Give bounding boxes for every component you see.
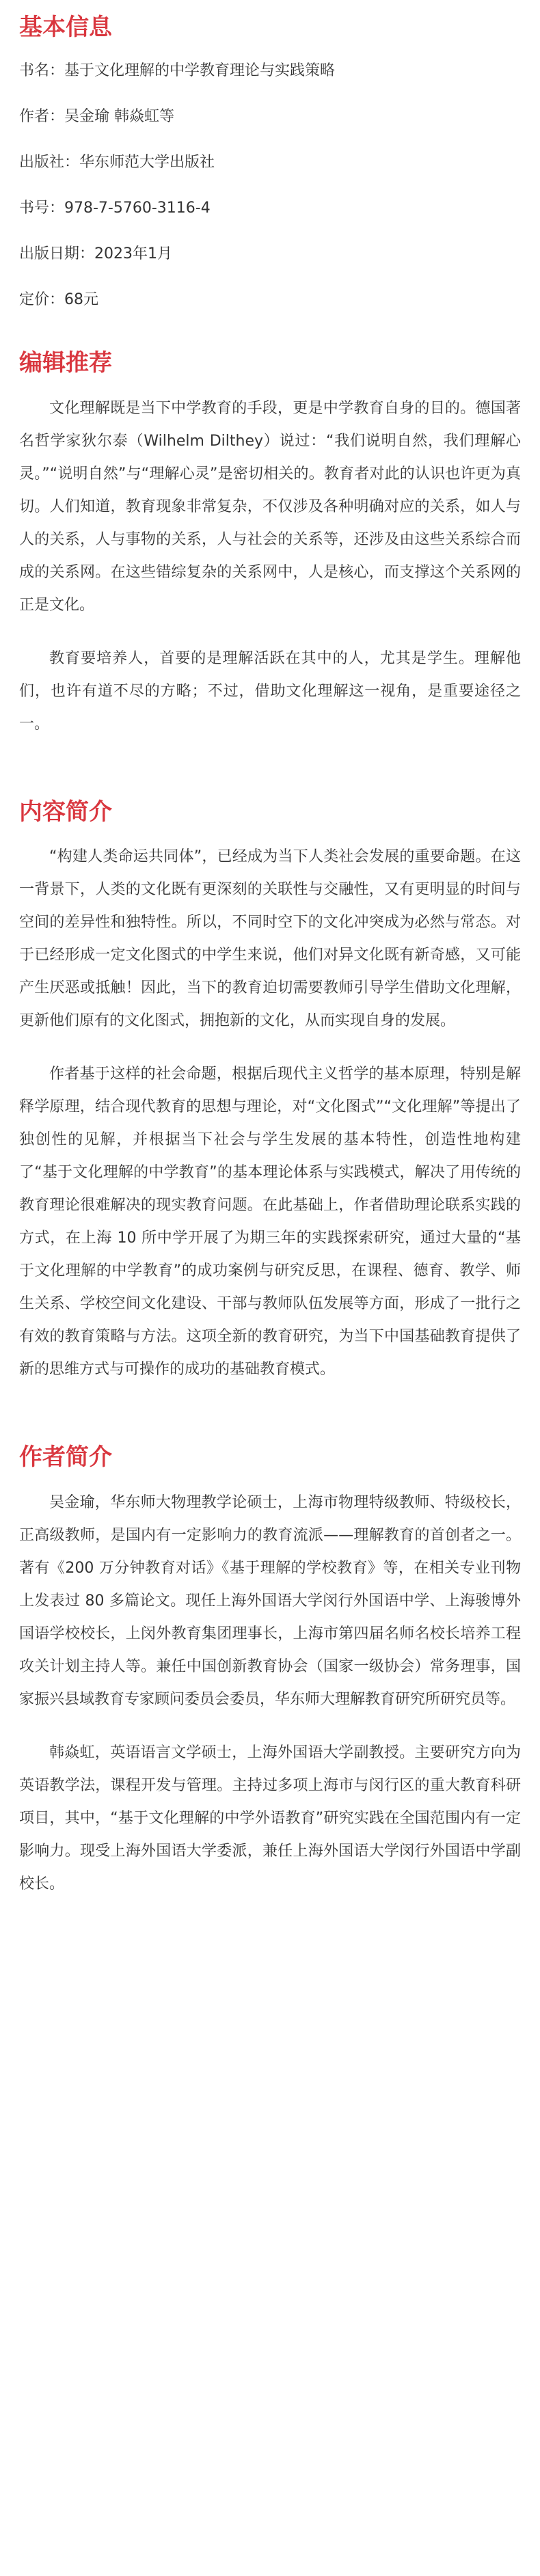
author-bio-section [19,1443,521,1901]
editor-recommendation-title: 编辑推荐 [19,349,112,377]
summary-paragraph: “构建人类命运共同体”，已经成为当下人类社会发展的重要命题。在这一背景下，人类的文化既有更深刻的关联性与交融性，又有更明显的时间与空间的差异性和独特性。所以，不同时空下的文化冲突成为必然与常态。对于已经形成一定文化图式的中学生来说，他们对异文化既有新奇感，又可能产生厌恶或抵触！因此，当下的教育迫切需要教师引导学生借助文化理解，更新他们原有的文化图式，拥抱新的文化，从而实现自身的发展。 [19,848,521,1030]
recommendation-paragraph: 教育要培养人，首要的是理解活跃在其中的人，尤其是学生。理解他们，也许有道不尽的方略；不过，借助文化理解这一视角，是重要途径之一。 [19,649,521,733]
price-line: 定价：68元 [19,290,98,308]
publish-date-line: 出版日期：2023年1月 [19,245,172,262]
content-summary-section [19,798,521,1387]
summary-paragraph: 作者基于这样的社会命题，根据后现代主义哲学的基本原理，特别是解释学原理，结合现代教育的思想与理论，对“文化图式”“文化理解”等提出了独创性的见解，并根据当下社会与学生发展的基本特性，创造性地构建了“基于文化理解的中学教育”的基本理论体系与实践模式，解决了用传统的教育理论很难解决的现实教育问题。在此基础上，作者借助理论联系实践的方式，在上海 10 所中学开展了为期三年的实践探索研究，通过大量的“基于文化理解的中学教育”的成功案例与研究反思，在课程、德育、教学、师生关系、学校空间文化建设、干部与教师队伍发展等方面，形成了一批行之有效的教育策略与方法。这项全新的教育研究，为当下中国基础教育提供了新的思维方式与可操作的成功的基础教育模式。 [19,1066,521,1379]
publisher-line: 出版社：华东师范大学出版社 [19,153,215,171]
recommendation-paragraph: 文化理解既是当下中学教育的手段，更是中学教育自身的目的。德国著名哲学家狄尔泰（Wilhelm Dilthey）说过：“我们说明自然，我们理解心灵。”“说明自然”与“理解心灵”是密切相关的。教育者对此的认识也许更为真切。人们知道，教育现象非常复杂，不仅涉及各种明确对应的关系，如人与人的关系，人与事物的关系，人与社会的关系等，还涉及由这些关系综合而成的关系网。在这些错综复杂的关系网中，人是核心，而支撑这个关系网的正是文化。 [19,399,521,614]
authors-line: 作者：吴金瑜 韩焱虹等 [19,107,174,125]
author-bio-title: 作者简介 [19,1443,112,1472]
editor-recommendation-section [19,349,521,741]
author-bio-paragraph: 吴金瑜，华东师大物理教学论硕士，上海市物理特级教师、特级校长，正高级教师，是国内有一定影响力的教育流派——理解教育的首创者之一。著有《200 万分钟教育对话》《基于理解的学校教育》等，在相关专业刊物上发表过 80 多篇论文。现任上海外国语大学闵行外国语中学、上海骏博外国语学校校长，上闵外教育集团理事长，上海市第四届名师名校长培养工程攻关计划主持人等。兼任中国创新教育协会（国家一级协会）常务理事，国家振兴县域教育专家顾问委员会委员，华东师大理解教育研究所研究员等。 [19,1494,521,1709]
book-title-line: 书名：基于文化理解的中学教育理论与实践策略 [19,62,336,79]
isbn-line: 书号：978-7-5760-3116-4 [19,199,211,217]
author-bio-paragraph: 韩焱虹，英语语言文学硕士，上海外国语大学副教授。主要研究方向为英语教学法，课程开发与管理。主持过多项上海市与闵行区的重大教育科研项目，其中，“基于文化理解的中学外语教育”研究实践在全国范围内有一定影响力。现受上海外国语大学委派，兼任上海外国语大学闵行外国语中学副校长。 [19,1744,521,1893]
content-summary-title: 内容简介 [19,798,112,826]
basic-info-title: 基本信息 [19,14,112,41]
basic-info-section [19,0,521,312]
